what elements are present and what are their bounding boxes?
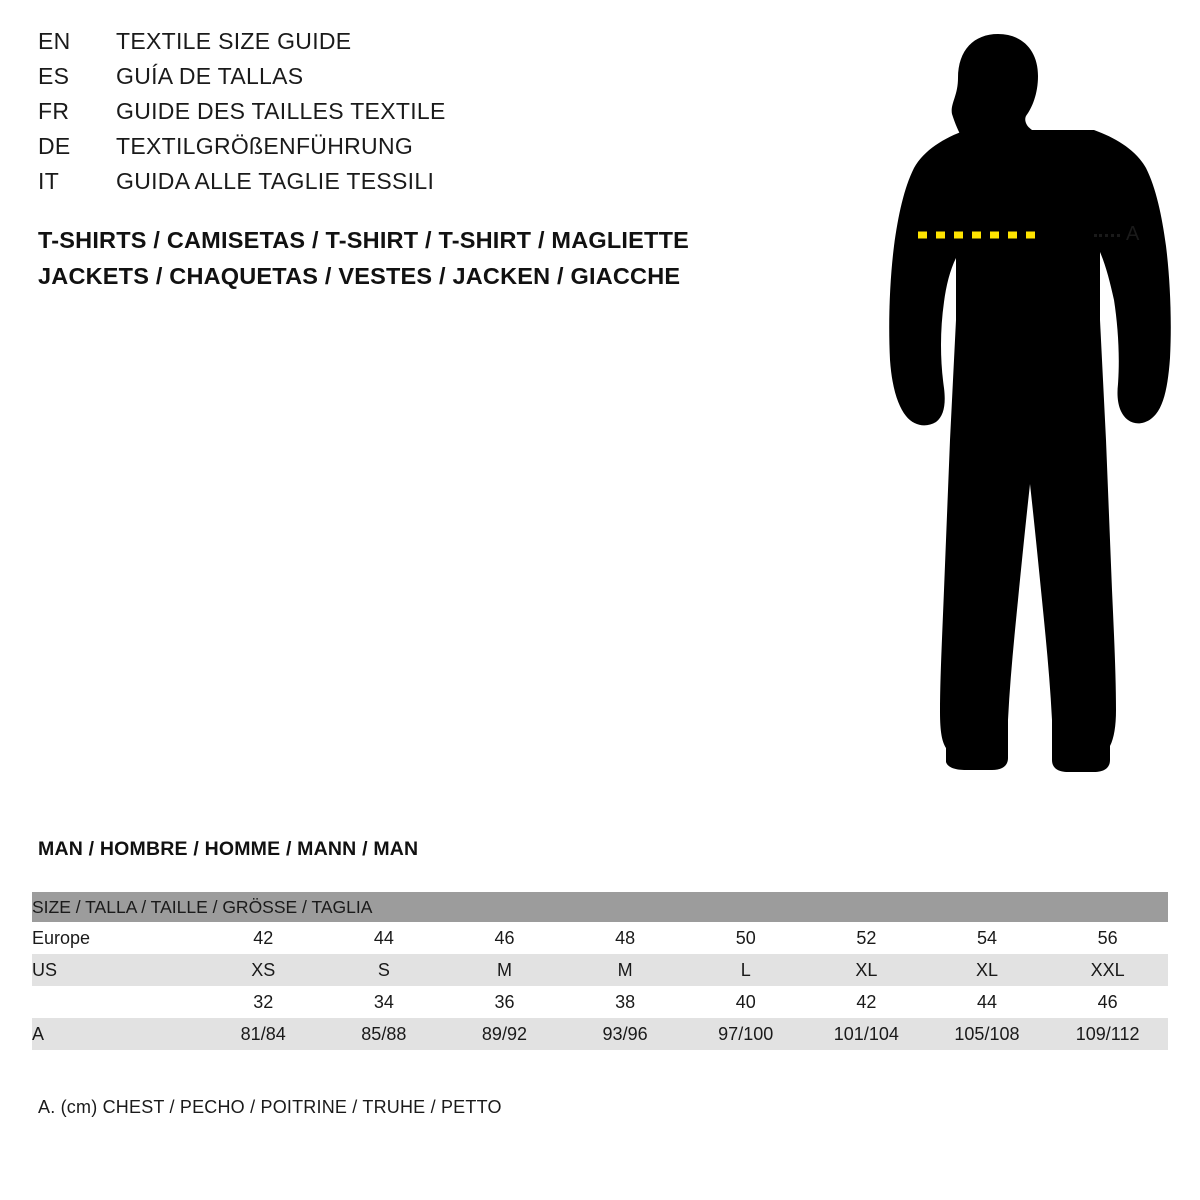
table-cell: M	[565, 954, 686, 986]
table-header-row	[32, 892, 1168, 922]
language-code: DE	[38, 133, 71, 159]
language-title-block	[38, 28, 738, 203]
language-row	[38, 28, 738, 63]
table-cell: S	[324, 954, 445, 986]
table-cell: 48	[565, 922, 686, 954]
table-row	[32, 922, 1168, 954]
measure-label-a: A	[1126, 223, 1140, 245]
table-cell: 56	[1047, 922, 1168, 954]
table-cell: XL	[927, 954, 1048, 986]
table-group-title: MAN / HOMBRE / HOMME / MANN / MAN	[38, 838, 419, 860]
silhouette-head	[952, 34, 1038, 134]
table-cell: 101/104	[806, 1018, 927, 1050]
language-title: TEXTILE SIZE GUIDE	[116, 28, 352, 54]
language-title: GUIDA ALLE TAGLIE TESSILI	[116, 168, 435, 194]
table-cell: XXL	[1047, 954, 1168, 986]
language-title: TEXTILGRÖßENFÜHRUNG	[116, 133, 414, 159]
silhouette-svg	[840, 20, 1180, 790]
measure-leader-line	[1094, 234, 1120, 237]
table-cell: XS	[203, 954, 324, 986]
language-title: GUIDE DES TAILLES TEXTILE	[116, 98, 446, 124]
table-row	[32, 954, 1168, 986]
language-title: GUÍA DE TALLAS	[116, 63, 304, 89]
language-row	[38, 63, 738, 98]
table-cell: 44	[324, 922, 445, 954]
table-cell: 93/96	[565, 1018, 686, 1050]
table-cell: XL	[806, 954, 927, 986]
row-label: A	[32, 1018, 203, 1050]
table-cell: 38	[565, 986, 686, 1018]
language-row	[38, 168, 738, 203]
language-row	[38, 98, 738, 133]
row-label: Europe	[32, 922, 203, 954]
row-label	[32, 986, 203, 1018]
table-cell: 54	[927, 922, 1048, 954]
table-cell: 89/92	[444, 1018, 565, 1050]
table-cell: 105/108	[927, 1018, 1048, 1050]
footnote-measure-definition: A. (cm) CHEST / PECHO / POITRINE / TRUHE / PETTO	[38, 1097, 502, 1117]
table-cell: 109/112	[1047, 1018, 1168, 1050]
table-cell: 40	[685, 986, 806, 1018]
table-cell: 85/88	[324, 1018, 445, 1050]
table-cell: L	[685, 954, 806, 986]
table-cell: 36	[444, 986, 565, 1018]
table-cell: 97/100	[685, 1018, 806, 1050]
table-cell: 50	[685, 922, 806, 954]
language-row	[38, 133, 738, 168]
size-table	[32, 892, 1168, 1050]
body-silhouette-figure	[840, 20, 1180, 790]
table-cell: 46	[1047, 986, 1168, 1018]
table-header-label: SIZE / TALLA / TAILLE / GRÖSSE / TAGLIA	[32, 892, 1168, 922]
table-cell: 34	[324, 986, 445, 1018]
table-cell: M	[444, 954, 565, 986]
language-code: EN	[38, 28, 71, 54]
table-cell: 52	[806, 922, 927, 954]
category-tshirts: T-SHIRTS / CAMISETAS / T-SHIRT / T-SHIRT / MAGLIETTE	[38, 227, 689, 253]
category-jackets: JACKETS / CHAQUETAS / VESTES / JACKEN / GIACCHE	[38, 263, 681, 289]
language-code: FR	[38, 98, 70, 124]
language-code: IT	[38, 168, 60, 194]
table-cell: 32	[203, 986, 324, 1018]
table-cell: 42	[203, 922, 324, 954]
table-row	[32, 986, 1168, 1018]
language-code: ES	[38, 63, 70, 89]
table-row	[32, 1018, 1168, 1050]
table-cell: 46	[444, 922, 565, 954]
category-headings	[38, 222, 689, 294]
row-label: US	[32, 954, 203, 986]
table-cell: 81/84	[203, 1018, 324, 1050]
table-cell: 44	[927, 986, 1048, 1018]
table-cell: 42	[806, 986, 927, 1018]
